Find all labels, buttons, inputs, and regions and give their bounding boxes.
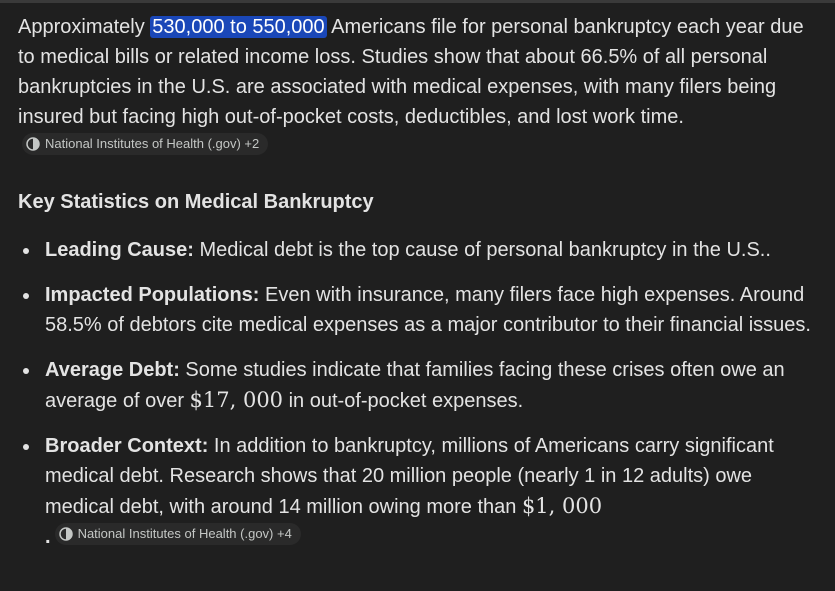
item-label: Broader Context: [45, 435, 209, 457]
math-amount: $1, 000 [521, 494, 603, 518]
item-text: Medical debt is the top cause of personal bankruptcy in the U.S.. [193, 239, 771, 261]
list-item [18, 431, 818, 552]
math-amount: $17, 000 [189, 388, 284, 412]
citation-chip-context[interactable] [55, 523, 301, 545]
citation-label: National Institutes of Health (.gov) +4 [77, 526, 292, 541]
item-text: In addition to bankruptcy, millions of Americans carry significant medical debt. Research shows that 20 million people (nearly 1 in 12 adults) owe medical debt, with around 14 million owing more than [45, 435, 774, 518]
bullet-dot [23, 293, 29, 299]
item-text: Some studies indicate that families facing these crises often owe an average of over [45, 359, 785, 412]
item-label: Average Debt: [45, 359, 180, 381]
item-text: Even with insurance, many filers face high expenses. Around 58.5% of debtors cite medical expenses as a major contributor to their financial issues. [45, 284, 811, 336]
highlighted-figure: 530,000 to 550,000 [152, 16, 325, 38]
bullet-dot [23, 248, 29, 254]
intro-paragraph [18, 12, 818, 162]
citation-line [45, 522, 818, 552]
item-label: Impacted Populations: [45, 284, 260, 306]
list-item [18, 235, 818, 265]
citation-label: National Institutes of Health (.gov) +2 [45, 136, 260, 151]
answer-content [18, 12, 818, 567]
top-divider [0, 0, 835, 3]
source-icon [59, 527, 73, 541]
statistics-list [18, 235, 818, 552]
section-heading: Key Statistics on Medical Bankruptcy [18, 191, 374, 213]
source-icon [26, 137, 40, 151]
sentence-period: . [45, 526, 51, 548]
bullet-dot [23, 444, 29, 450]
list-item [18, 280, 818, 340]
list-item [18, 355, 818, 416]
intro-text-before: Approximately [18, 16, 151, 38]
bullet-dot [23, 368, 29, 374]
citation-chip-intro[interactable] [22, 133, 268, 155]
item-text-end: in out-of-pocket expenses. [283, 390, 524, 412]
item-label: Leading Cause: [45, 239, 194, 261]
intro-text-after: Americans file for personal bankruptcy each year due to medical bills or related income loss. Studies show that about 66.5% of all personal bankruptcies in the U.S. are associated with medical expenses, with many filers being insured but facing high out-of-pocket costs, deductibles, and lost work time. [18, 16, 804, 128]
